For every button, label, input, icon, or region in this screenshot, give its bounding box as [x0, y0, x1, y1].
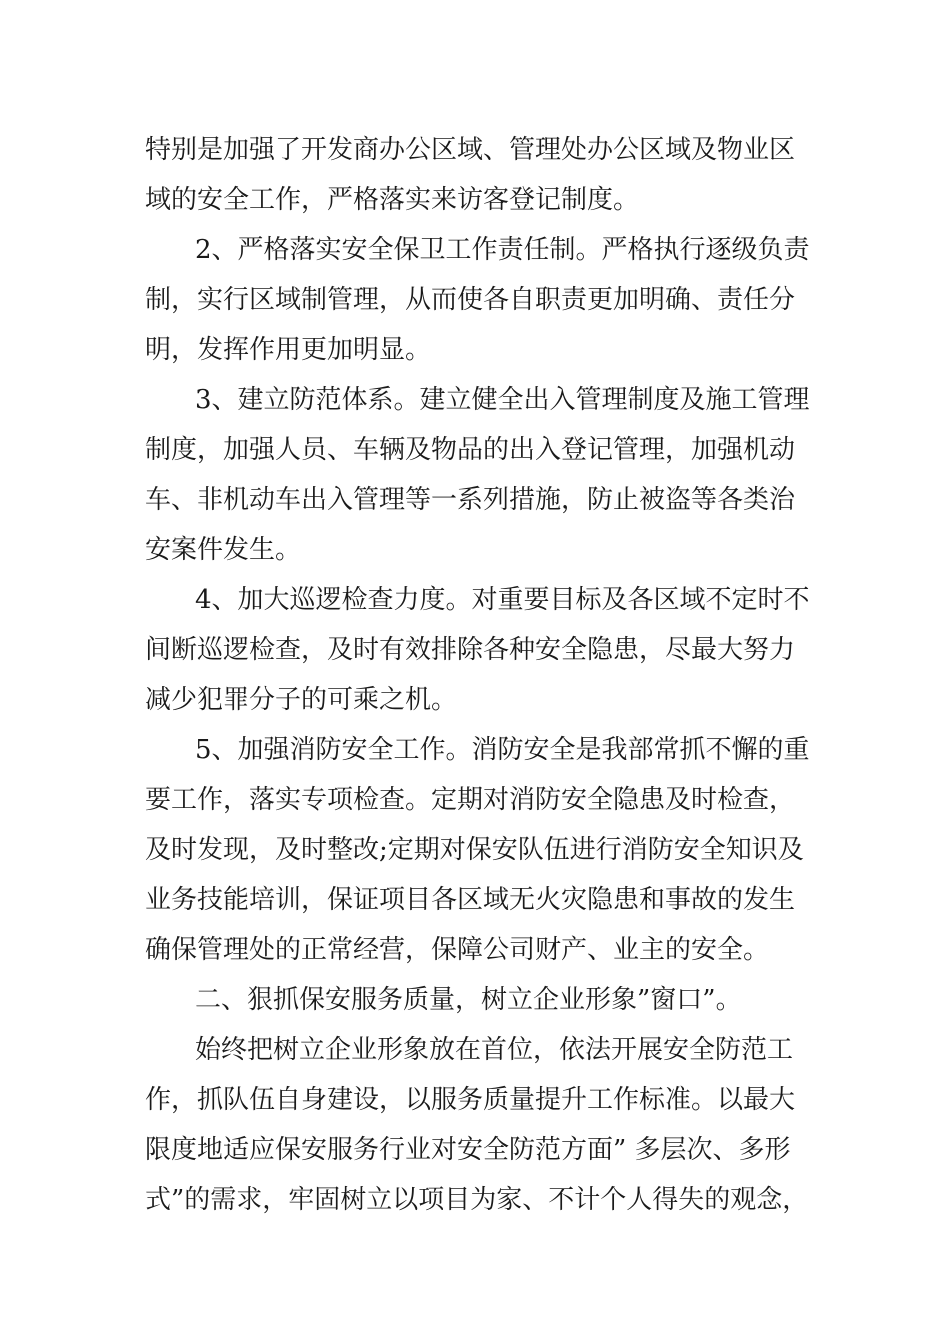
text-line: 车、非机动车出入管理等一系列措施，防止被盗等各类治 [145, 485, 796, 515]
text-line: 减少犯罪分子的可乘之机。 [145, 685, 458, 715]
text-line: 安案件发生。 [145, 535, 302, 565]
text-line: 式”的需求，牢固树立以项目为家、不计个人得失的观念， [145, 1185, 809, 1215]
text-line: 要工作，落实专项检查。定期对消防安全隐患及时检查， [145, 785, 796, 815]
text-line: 制，实行区域制管理，从而使各自职责更加明确、责任分 [145, 285, 796, 315]
text-line: 限度地适应保安服务行业对安全防范方面” 多层次、多形 [145, 1135, 791, 1165]
text-line: 4、加大巡逻检查力度。对重要目标及各区域不定时不 [195, 585, 810, 615]
section-heading: 二、狠抓保安服务质量，树立企业形象”窗口”。 [195, 985, 742, 1015]
text-line: 5、加强消防安全工作。消防安全是我部常抓不懈的重 [195, 735, 810, 765]
text-line: 明，发挥作用更加明显。 [145, 335, 432, 365]
text-line: 始终把树立企业形象放在首位，依法开展安全防范工 [195, 1035, 794, 1065]
text-line: 及时发现，及时整改;定期对保安队伍进行消防安全知识及 [145, 835, 804, 865]
text-line: 制度，加强人员、车辆及物品的出入登记管理，加强机动 [145, 435, 796, 465]
text-line: 域的安全工作，严格落实来访客登记制度。 [145, 185, 640, 215]
text-line: 2、严格落实安全保卫工作责任制。严格执行逐级负责 [195, 235, 810, 265]
text-line: 3、建立防范体系。建立健全出入管理制度及施工管理 [195, 385, 810, 415]
text-line: 业务技能培训，保证项目各区域无火灾隐患和事故的发生 [145, 885, 796, 915]
text-line: 特别是加强了开发商办公区域、管理处办公区域及物业区 [145, 135, 796, 165]
text-line: 作，抓队伍自身建设，以服务质量提升工作标准。以最大 [145, 1085, 796, 1115]
text-line: 确保管理处的正常经营，保障公司财产、业主的安全。 [145, 935, 770, 965]
text-line: 间断巡逻检查，及时有效排除各种安全隐患，尽最大努力 [145, 635, 796, 665]
